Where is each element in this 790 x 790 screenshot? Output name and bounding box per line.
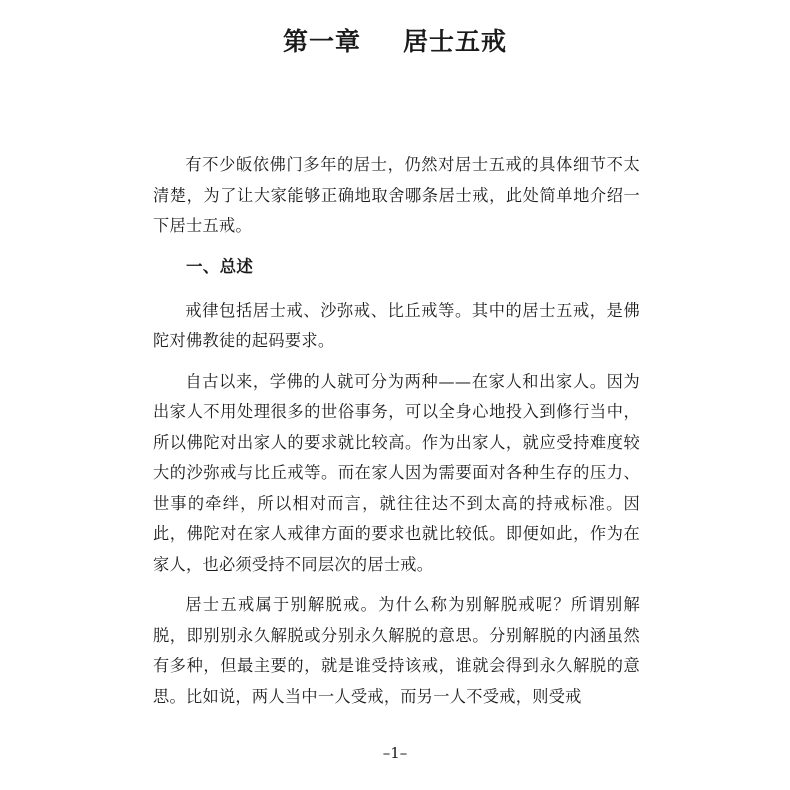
paragraph: 戒律包括居士戒、沙弥戒、比丘戒等。其中的居士五戒，是佛陀对佛教徒的起码要求。 xyxy=(153,300,640,350)
paragraph: 居士五戒属于别解脱戒。为什么称为别解脱戒呢？所谓别解脱，即别别永久解脱或分别永久解脱的意思。分别解脱的内涵虽然有多种，但最主要的，就是谁受持该戒，谁就会得到永久解脱的意思。比如说，两人当中一人受戒，而另一人不受戒，则受戒 xyxy=(153,595,640,706)
chapter-title xyxy=(0,22,790,58)
chapter-number: 第一章 xyxy=(282,27,361,56)
intro-paragraph: 有不少皈依佛门多年的居士，仍然对居士五戒的具体细节不太清楚，为了让大家能够正确地取舍哪条居士戒，此处简单地介绍一下居士五戒。 xyxy=(153,155,640,235)
body-text xyxy=(153,150,640,722)
chapter-name: 居士五戒 xyxy=(403,27,508,56)
page-number: –1– xyxy=(382,744,408,762)
section-heading: 一、总述 xyxy=(186,256,254,276)
paragraph: 自古以来，学佛的人就可分为两种——在家人和出家人。因为出家人不用处理很多的世俗事务，可以全身心地投入到修行当中，所以佛陀对出家人的要求就比较高。作为出家人，就应受持难度较大的沙弥戒与比丘戒等。而在家人因为需要面对各种生存的压力、世事的牵绊，所以相对而言，就往往达不到太高的持戒标准。因此，佛陀对在家人戒律方面的要求也就比较低。即便如此，作为在家人，也必须受持不同层次的居士戒。 xyxy=(153,371,640,574)
